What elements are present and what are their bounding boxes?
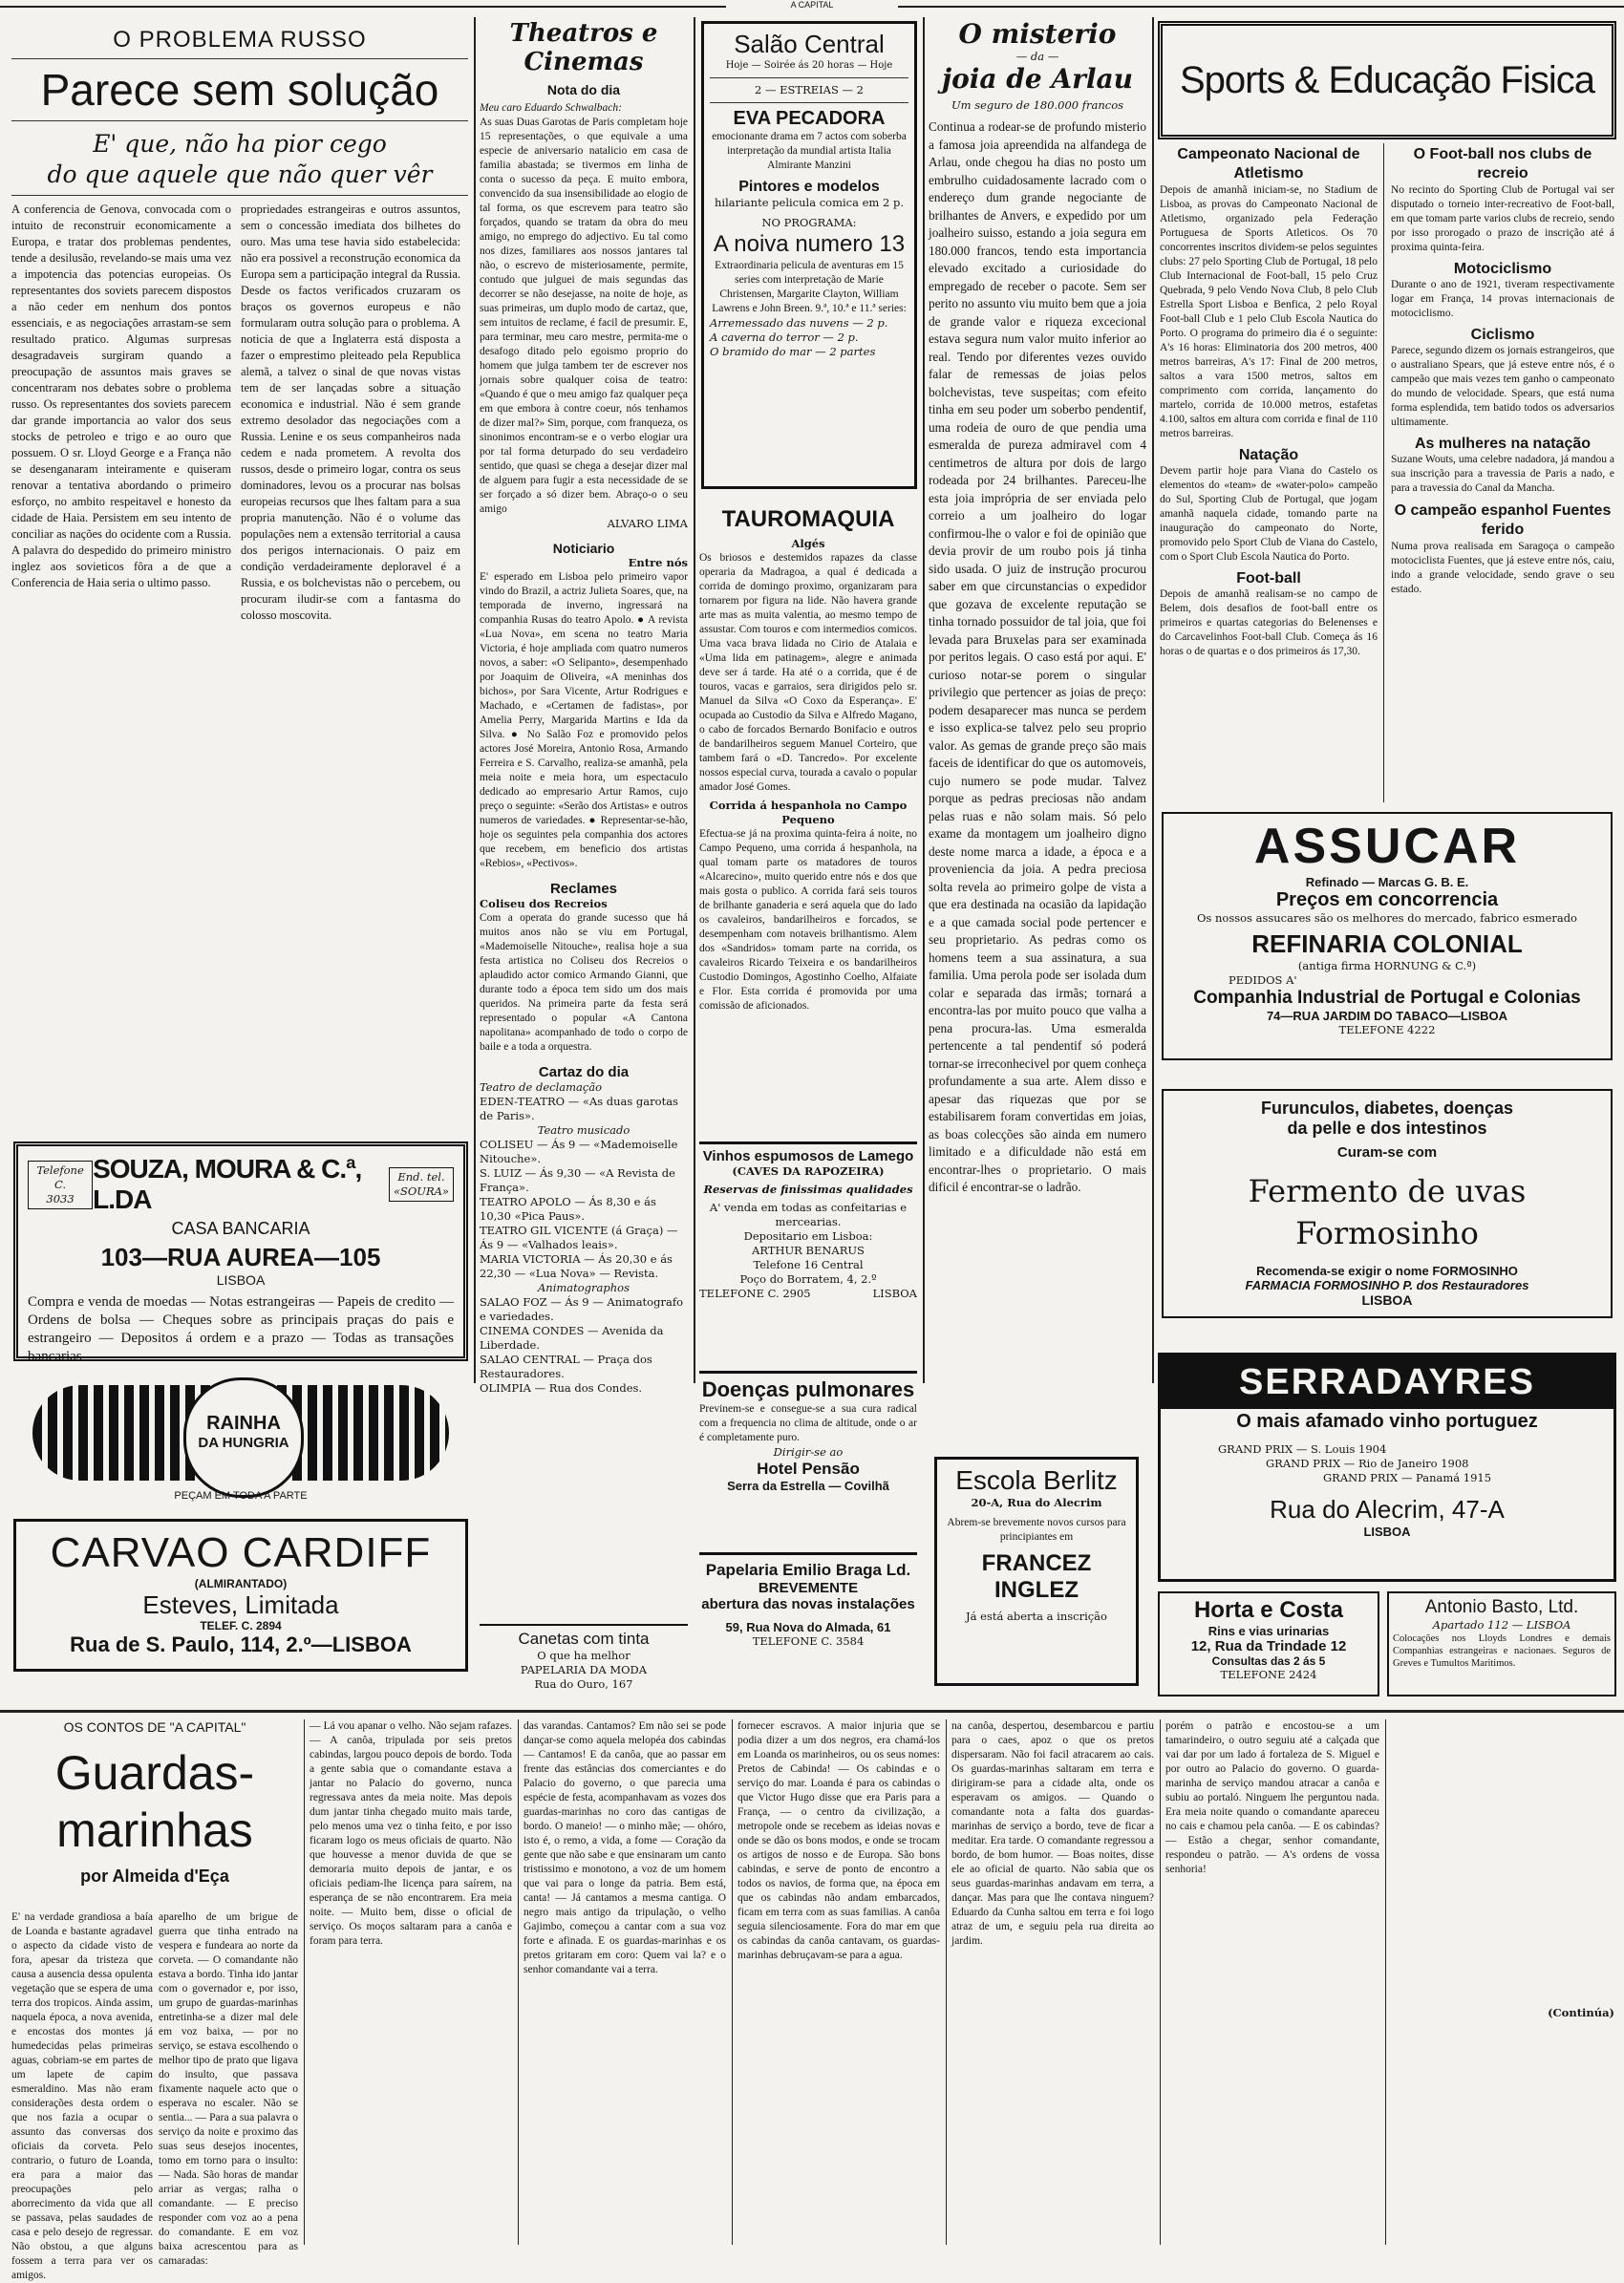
film-title: EVA PECADORA <box>733 108 886 129</box>
sports-heading: O Foot-ball nos clubs de recreio <box>1413 146 1592 181</box>
column-body: E' esperado em Lisboa pelo primeiro vapor vindo do Brazil, a actriz Julieta Soares, que, na temporada de inverno, ingressará na companhia Rusas do teatro Apolo. ● A revista «Lua Nova», em scena no teatro Maria Victoria, é hoje ampliada com quatro numeros novos, a saber: «O Selipanto», desempenhado por Joaquim de Oliveira, «A meninhas dos bichos», por Sara Vicente, Artur Rodrigues e Machado, e «Certamen de fadistas», por Amelia Perry, Margarida Martins e Ida da Silva. ● No Salão Foz e promovido pelos actores José Moreira, Antonio Rosa, Armando Ferreira e S. Carvalho, realiza-se amanhã, pela meia noite e meia hora, um espectaculo dedicado ao empresario Artur Ramos, cujo preço o seguinte: «Serão dos Artistas» e outros numeros de variedades. ● Representar-se-hão, hoje os seguintes pela companhia dos actores que recebem, em beneficio dos artistas «Rebios», «Pectivos». <box>480 571 688 869</box>
section-divider <box>0 1710 1624 1713</box>
ad-hours: Hoje — Soirée ás 20 horas — Hoje <box>725 60 893 71</box>
ad-horta-costa <box>1158 1591 1379 1696</box>
ad-subtitle: (ALMIRANTADO) <box>194 1577 288 1590</box>
masthead-title: A CAPITAL <box>726 0 898 10</box>
ad-line: Os nossos assucares são os melhores do mercado, fabrico esmerado <box>1197 911 1577 925</box>
ad-furunculos <box>1162 1089 1613 1318</box>
section-title: Sports & Educação Fisica <box>1180 58 1594 101</box>
ad-hours: Consultas das 2 ás 5 <box>1211 1654 1326 1668</box>
film-title: Pintores e modelos <box>738 179 880 195</box>
ad-address: 20-A, Rua do Alecrim <box>971 1496 1102 1509</box>
ad-title: Vinhos espumosos de Lamego <box>702 1148 914 1164</box>
ad-address: Rua do Ouro, 167 <box>534 1677 633 1691</box>
ad-phone-label: Telefone C. <box>36 1163 84 1191</box>
ad-type: CASA BANCARIA <box>171 1219 310 1238</box>
cartaz-item: SALAO FOZ — Ás 9 — Animatografo e variedades. <box>480 1295 683 1323</box>
ad-name: Papelaria Emilio Braga Ld. <box>705 1561 911 1579</box>
sports-body: Depois de amanhã realisam-se no campo de Belem, dois desafios de foot-ball entre os primeiros e quartas categorias do Belenenses e do Carcavelinhos Foot-ball Club. Começa ás 16 horas o de quartas e o dos primeiros ás 17,30. <box>1160 588 1378 657</box>
story-body: na canôa, despertou, desembarcou e partiu para o caes, apoz o que os pretos dispersaram. Não foi facil atracarem ao cais. Os guardas-marinhas saltaram em terra e dirigiram-se para a cidade alta, onde os esperavam os amigos. — Quando o comandante nota a falta dos guardas-marinhas de serviço a bordo, teve de ficar a meditar. Era tarde. O comandante regressou a bordo, de bom humor. — Boas noites, disse ele ao oficial de quarto. Não sabia que os seus guardas-marinhas andavam em terra, a dançar. Mas para que lhe contava ninguem? Eduardo da Cunha saltou em terra e foi logo atraz de um, e seguiu pela rua direita ao jardim. <box>951 1720 1154 1947</box>
ad-product: Fermento de uvas Formosinho <box>1248 1173 1527 1251</box>
column-divider <box>1383 143 1384 802</box>
masthead-strip <box>0 0 1624 13</box>
article-body: A conferencia de Genova, convocada com o intuito de reconstruir economicamente a Europa, e tratar dos problemas pendentes, tende a desilusão, revelando-se mais uma vez a impotencia das potencias europeias. Os representantes dos soviets parecem dispostos a não ceder em nenhum dos pontos essenciais, e as negociações arrastam-se sem resultado pratico. Algumas surpresas desagradaveis surgiram quando a preocupação de assuntos mais graves se concentraram nos debates sobre o problema russo. Os representantes dos soviets parecem dar grande importancia ao valor dos seus stocks de petroleo e trigo e ao ouro que possuem. O sr. Lloyd George e a França não se desenganaram inteiramente e quiseram renovar a tentativa abordando o primeiro esforço, no ambito respeitavel e honesto da cidade de Haia. Persistem em seu intento de conciliar as nações do ocidente com a Russia. A palavra do despedido do primeiro ministro inglez aos sovieticos fôra a de que a Conferencia de Haia seria o ultimo passo. <box>11 203 231 589</box>
column-divider <box>694 17 695 1383</box>
cartaz-item: OLIMPIA — Rua dos Condes. <box>480 1381 643 1395</box>
story-column <box>310 1719 512 2245</box>
ad-pharmacy: FARMACIA FORMOSINHO P. dos Restauradores <box>1245 1278 1529 1292</box>
ad-carvao-cardiff <box>13 1519 468 1672</box>
story-column <box>159 1910 298 2267</box>
ad-phone: TELEFONE 4222 <box>1338 1023 1436 1036</box>
sports-heading: Campeonato Nacional de Atletismo <box>1177 146 1360 181</box>
divider <box>710 102 908 103</box>
ad-address: 59, Rua Nova do Almada, 61 <box>725 1620 891 1634</box>
ad-doencas-pulmonares <box>699 1371 917 1543</box>
article-body: Continua a rodear-se de profundo misterio a famosa joia apreendida na alfandega de Arlau, onde chegou ha dias no posto um embrulho cuidadosamente lacrado com o endereço dum grande negociante de brilhantes de Anvers, e expedido por um joalheiro suisso, estando a joia segura em 180.000 francos, tendo esta importancia elevado excitado a curiosidade do empregado de receber o pacote. Sem ser perito no assunto viu muito bem que a joia de grande valor e riqueza excecional estava segura num valor muito inferior ao real. Tendo por diferentes vezes ouvido falar de remessas de joias pelos bolchevistas, teve suspeitas; com efeito tinha em seu poder um soberbo pendentif, uma rodeia de ouro de que pendia uma esmeralda de pureza admiravel com 4 centimetros de altura por dois de largo rodeada por 24 brilhantes. Pareceu-lhe esta joia imprópria de ser enviada pelo correio a um joalheiro do logar confirmou-lhe o valor e foi de opinião que devia provir de um roubo pois já tinha sido usada. O juiz de instrução procurou saber em que circunstancias o expedidor que gozava de excelente reputação se tinha tornado possuidor de tal joia, que foi levada para Bruxelas para ser examinada por peritos legais. O caso está por aqui. E' curioso notar-se porem o singular privilegio que pertencer as joias de preço: podem desaparecer mas nunca se perdem e isso explica-se talvez pelo seu proprio valor. As gemas de grande preço são mais faceis de identificar do que os automoveis, cujo numero se pode mudar. Talvez porque as pedras preciosas não andam pelas ruas e não solam mais. Só pelo exame da montagem um joalheiro digno deste nome marca a idade, a época e a proveniencia da joia. A pedra preciosa solta revela ao primeiro golpe de vista a que era destinada na ocasião da lapidação e a que camada social pode pertencer e seu proprietario. As pedras como os homens teem a sua assinatura, a sua familia. Uma perola pode ser isolada dum colar e separada das irmãs; tornará a encontra-las por muito pouco que valha a pena procura-las. Uma esmeralda pertencente a tal pendentif só poderá tornar-se irreconhecivel por quem conheça profundamente a sua arte. Alem disso e apesar das riquezas que por se estabilisarem foram convertidas em joias, as boas colecções são ainda em numero limitado e a dificuldade não está em encontrar-lhes o proprietario. O mais dificil é encontrar-se o ladrão. <box>929 119 1146 1194</box>
ad-text: Abrem-se brevemente novos cursos para principiantes em <box>947 1517 1126 1543</box>
ad-title: Furunculos, diabetes, doenças <box>1260 1099 1514 1118</box>
column-divider <box>518 1719 519 2245</box>
column-divider <box>1152 17 1154 1383</box>
sports-header <box>1158 21 1616 139</box>
column-divider <box>732 1719 733 2245</box>
ad-company-name: SOUZA, MOURA & C.ª, L.DA <box>93 1154 362 1214</box>
sports-body: No recinto do Sporting Club de Portugal vai ser disputado o torneio inter-recreativo de Foot-ball, em que tomam parte varios clubs de recreio, sendo por isso prorogado o prazo de inscrição até á proxima quinta-feira. <box>1391 184 1614 253</box>
ad-line: Refinado — Marcas G. B. E. <box>1305 875 1469 889</box>
cartaz-item: MARIA VICTORIA — Ás 20,30 e ás 22,30 — «Lua Nova» — Revista. <box>480 1252 673 1280</box>
ad-text: abertura das novas instalações <box>701 1596 915 1612</box>
ad-dirigir: Dirigir-se ao <box>773 1445 844 1459</box>
story-column <box>1165 1719 1379 2245</box>
ad-language: FRANCEZ <box>981 1550 1092 1576</box>
ad-text: Previnem-se e consegue-se a sua cura radical com a frequencia no clima de altitude, onde o ar é completamente puro. <box>699 1403 917 1443</box>
film-description: emocionante drama em 7 actos com soberba interpretação da mundial artista Italia Almirante Manzini <box>712 131 907 171</box>
article-problema-russo <box>11 19 468 1137</box>
ad-depositario: Depositario em Lisboa: <box>743 1229 873 1243</box>
story-body: fornecer escravos. A maior injuria que se podia dizer a um dos negros, era chamá-los em Loanda os marinheiros, ou os seus nomes: Pretos de Cabinda! — Os cabindas e o serviço do mar. Loanda é para os cabindas o que Victor Hugo disse que era Paris para a França, — o centro da civilização, a metropole onde se recebem as ideias novas e onde se dão os bons modos, e onde se trocam os artigos de nosso e de Europa. São bons cabindas, e serve de ponto de encontro a todos os navios, de forma que, na época em que os cabindas não andam embarcados, ficam em terra com as suas familias. A canôa seguia silenciosamente. Fora do mar em que os cabindas da canôa cantavam, os guardas-marinhas debruçavam-se para a agua. <box>737 1720 940 1961</box>
cartaz-category: Teatro de declamação <box>480 1080 603 1094</box>
ad-phone: TELEFONE C. 2905 <box>699 1287 811 1300</box>
story-title: Guardas-marinhas <box>54 1746 255 1857</box>
section-teatros <box>480 19 688 1395</box>
ad-recommend: Recomenda-se exigir o nome FORMOSINHO <box>1256 1264 1518 1278</box>
cartaz-category: Teatro musicado <box>537 1123 630 1137</box>
article-subheadline: do que aquele que não quer vêr <box>47 160 433 188</box>
series-item: Arremessado das nuvens — 2 p. <box>710 316 888 330</box>
program-label: NO PROGRAMA: <box>761 216 857 229</box>
cartaz-item: S. LUIZ — Ás 9,30 — «A Revista de França». <box>480 1166 675 1194</box>
ad-phone: TELEFONE 2424 <box>1220 1668 1317 1681</box>
series-item: O bramido do mar — 2 partes <box>710 345 876 358</box>
ad-salao-central <box>701 21 917 489</box>
ad-box: Apartado 112 — LISBOA <box>1432 1618 1571 1632</box>
sports-heading: Motociclismo <box>1453 261 1552 277</box>
column-title: Noticiario <box>552 541 615 556</box>
column-divider <box>304 1719 305 2245</box>
ad-prize: GRAND PRIX — Panamá 1915 <box>1323 1471 1492 1484</box>
section-kicker: OS CONTOS DE "A CAPITAL" <box>63 1719 246 1735</box>
sports-body: Parece, segundo dizem os jornais estrangeiros, que o australiano Spears, que já esteve entre nós, é o campeão que mais vezes tem ganho o campeonato do mundo de velocidade. Spears, que está numa forma esplendida, tem batido todos os adversarios ultimamente. <box>1391 345 1614 428</box>
ad-address: 103—RUA AUREA—105 <box>100 1243 381 1271</box>
article-title: joia de Arlau <box>941 63 1134 95</box>
letter-signature: ALVARO LIMA <box>607 517 688 530</box>
story-body: porém o patrão e encostou-se a um tamarindeiro, o outro seguiu até a calçada que vai dar por um lado á fortaleza de S. Miguel e por outro ao Palacio do governo. O guarda-marinha de serviço mandou atracar a canôa e subiu ao portaló. Ninguem lhe perguntou nada. Era meia noite quando o comandante apareceu no cais e chamou pela canôa. — E os cabindas? — Estão a chegar, senhor comandante, respondeu o patrão. — A's ordens de vossa senhoria! <box>1165 1720 1379 1875</box>
ad-subtitle: O que ha melhor <box>537 1649 630 1662</box>
cartaz-item: COLISEU — Ás 9 — «Mademoiselle Nitouche». <box>480 1138 678 1165</box>
story-continues: (Continúa) <box>1548 2006 1614 2019</box>
ad-city: LISBOA <box>872 1287 917 1300</box>
story-body: das varandas. Cantamos? Em não sei se pode dançar-se como aquela melopéa dos cabindas — Cantamos! E da canôa, que ao passar em frente das estâncias dos comerciantes e do Palacio do governo, o que parecia uma espécie de festa, acompanhavam as vozes dos guardas-marinhas no coro das cantigas de bordo. O maneio! — o minho mãe; — ohóro, isto é, o remo, a vida, a fome — Coração da gente que não sabe e que ensinaram um canto tristissimo e monotono, a voz de um homem que vai para o longe da patria. Bem está, canta! — Já cantamos a mesma cantiga. O negro mais antigo da tripulação, o velho Gajimbo, começou a cantar com a sua voz forte e afinada. E os guardas-marinhas e os pretos gritaram em coro: Quem vai la? e o senhor comandante vai a terra. <box>524 1720 726 1975</box>
ad-title: Antonio Basto, Ltd. <box>1424 1597 1579 1617</box>
sports-heading: O campeão espanhol Fuentes ferido <box>1394 502 1612 538</box>
ad-title: SERRADAYRES <box>1161 1355 1613 1409</box>
ad-shop: PAPELARIA DA MODA <box>520 1663 648 1676</box>
ad-city: LISBOA <box>216 1272 266 1288</box>
ad-title: da pelle e dos intestinos <box>1287 1119 1487 1138</box>
ad-address: 74—RUA JARDIM DO TABACO—LISBOA <box>1266 1009 1508 1023</box>
ad-prize: GRAND PRIX — S. Louis 1904 <box>1218 1442 1387 1456</box>
ad-address: 12, Rua da Trindade 12 <box>1190 1638 1347 1654</box>
sports-body: Numa prova realisada em Saragoça o campeão motociclista Fuentes, que já esteve entre nós, caiu, indo a grande velocidade, sendo grave o seu estado. <box>1391 541 1614 595</box>
ad-name: ARTHUR BENARUS <box>752 1244 865 1257</box>
section-subtitle: Algés <box>791 537 825 550</box>
ad-language: INGLEZ <box>994 1577 1079 1603</box>
ad-telegram: «SOURA» <box>393 1184 449 1198</box>
ad-text: Compra e venda de moedas — Notas estrangeiras — Papeis de credito — Ordens de bolsa — Cheques sobre as principais praças do pais e estrangeiro — Depositos á ordem e a prazo — Todas as transações bancarias <box>28 1294 454 1364</box>
story-column <box>11 1910 153 2281</box>
ad-papelaria-braga <box>699 1552 917 1691</box>
ad-escola-berlitz <box>934 1457 1139 1686</box>
ad-address: Rua de S. Paulo, 114, 2.º—LISBOA <box>70 1632 412 1656</box>
column-subtitle: Entre nós <box>628 556 688 569</box>
section-title: TAUROMAQUIA <box>721 506 895 532</box>
ad-estreias: 2 — ESTREIAS — 2 <box>755 83 864 96</box>
ad-title: Horta e Costa <box>1193 1597 1344 1623</box>
ad-assucar <box>1162 812 1613 1060</box>
ad-phone: TELEF. C. 2894 <box>200 1619 282 1632</box>
ad-spec: Rins e vias urinarias <box>1207 1624 1330 1638</box>
ad-brand: REFINARIA COLONIAL <box>1251 929 1523 958</box>
article-body: propriedades estrangeiras e outros assuntos, sem o concessão imediata dos bilhetes do ouro. Mas uma tese havia sido estabelecida: não era possivel a reconstrução economica da Europa sem a participação integral da Russia. Desde os factos verificados cruzaram os braços os governos europeus e não formularam outra solução para o problema. A noticia de que a Inglaterra está disposta a fazer o emprestimo pleiteado pela Republica alemã, a talvez o sinal de que novas vistas tem de ser lançadas sobre a situação economica e industrial. Não é sem grande extremo desolador das negociações com a Russia. Lenine e os seus companheiros nada cedem e nada prometem. A revolta dos russos, desde o primeiro logar, contra os seus dominadores, levou os a procurar nas bolsas europeias recursos que lhes faltam para a sua propria manutenção. Não é o volume das populações nem a extensão territorial a causa dos perigos internacionais. O paiz em condição verdadeiramente deploravel é a Russia, e os bolchevistas não o percebem, ou procuram iludir-se com a fantasma do colosso moscovita. <box>241 203 460 622</box>
section-title: Theatros e Cinemas <box>509 19 658 76</box>
ad-canetas <box>480 1624 688 1693</box>
ad-phone: 3033 <box>46 1191 75 1206</box>
ad-title: Doenças pulmonares <box>701 1377 915 1401</box>
sports-body: Depois de amanhã iniciam-se, no Stadium de Lisboa, as provas do Campeonato Nacional de Atletismo, organizado pela Federação Portuguesa de Sports Atleticos. Os 70 concorrentes inscritos dividem-se pelos seguintes clubs: 27 pelo Sporting Club de Portugal, 18 pelo Club Internacional de Foot-ball, 15 pelo Cruz Quebrada, 9 pelo Vendo Nova Club, 8 pelo Club Estrella Sport Lisboa e Benfica, 2 pelo Royal Foot-ball Club e 1 pelo Club Escola Nautica do Porto. O programa do primeiro dia é o seguinte: A's 16 horas: Eliminatoria dos 200 metros, 400 metros barreiras, A's 17: Final de 200 metros, saltos a vara 1500 metros, saltos em comprimento com corrida, lançamento do martelo, corrida de 10.000 metros, estafetas 4.100, saltos em altura com corrida e final de 110 metros barreiras. <box>1160 184 1378 439</box>
sports-heading: Ciclismo <box>1470 327 1535 343</box>
ad-phone: TELEFONE C. 3584 <box>752 1634 865 1648</box>
story-column <box>524 1719 726 2245</box>
column-title: Nota do dia <box>546 82 621 97</box>
series-item: A caverna do terror — 2 p. <box>710 331 859 344</box>
story-body: aparelho de um brigue de guerra que tinha entrado na vespera e fundeara ao norte da corveta. — O comandante não estava a bordo. Tinha ido jantar com o governador e, por isso, um grupo de guardas-marinhas entretinha-se a dizer mal dele em voz baixa, — por no serviço, se estava escolhendo o melhor tipo de prato que ligava do insulto, que passava fixamente naquele acto que o esperava no escaler. Não se sentia... — Para a sua palavra o serviço da noite e proximo das suas seus desejos inocentes, tomo em torno para o insulto: — Nada. São horas de mandar arriar as vergas; ralha o comandante. — E preciso responder com voz ao a pena do comandante. E em voz baixa acrescentou para as camaradas: <box>159 1911 298 2267</box>
cartaz-item: TEATRO GIL VICENTE (á Graça) — Ás 9 — «Valhados leais». <box>480 1224 678 1251</box>
ad-company: Esteves, Limitada <box>142 1590 339 1619</box>
ad-reservas: Reservas de finissimas qualidades <box>703 1183 913 1196</box>
ad-serradayres <box>1158 1353 1616 1582</box>
story-body: — Lá vou apanar o velho. Não sejam rafazes. — A canôa, tripulada por seis pretos cabindas, largou pouco depois de bordo. Toda a gente sabia que o comandante estava a jantar no Palacio do governo, nunca regressava antes da meia noite. Mas depois dum jantar tinha chegado muito mais tarde, pelo menos uma vez o tinha feito, e por isso ficaram logo os meus oficiais de quarto. Não que houvesse a menor duvida de que se demoraria muito depois de jantar, e os oficiais pediam-lhe licença para saírem, na esperança de se não encontrarem. Era meia noite. — Muito bem, disse o oficial de serviço. Os moços saltaram para a canôa e foram para terra. <box>310 1720 512 1947</box>
ad-address: Rua do Alecrim, 47-A <box>1270 1495 1505 1524</box>
ad-phone: Telefone 16 Central <box>753 1258 864 1271</box>
ad-title: CARVAO CARDIFF <box>50 1529 432 1576</box>
ad-city: LISBOA <box>1363 1525 1411 1539</box>
sports-body: Durante o ano de 1921, tiveram respectivamente logar em França, 14 provas internacionais de motociclismo. <box>1391 279 1614 319</box>
article-misterio-joia <box>929 19 1146 1385</box>
column-divider <box>1160 1719 1161 2245</box>
film-title: A noiva numero 13 <box>713 231 906 257</box>
column-title: Cartaz do dia <box>538 1064 630 1080</box>
ad-caves: (CAVES DA RAPOZEIRA) <box>732 1164 885 1178</box>
divider <box>11 58 468 59</box>
ad-pedidos: PEDIDOS A' <box>1229 973 1297 987</box>
ad-telegram-label: End. tel. <box>397 1170 445 1184</box>
column-subtitle: Coliseu dos Recreios <box>480 897 608 910</box>
ad-note: PEÇAM EM TODA A PARTE <box>174 1490 308 1502</box>
ad-cure: Curam-se com <box>1336 1144 1438 1161</box>
ad-brand: RAINHA <box>206 1413 281 1434</box>
ad-text: Colocações nos Lloyds Londres e demais Companhias estrangeiras e nacionaes. Seguros de Greves e Tumultos Maritimos. <box>1393 1633 1611 1669</box>
column-body: Com a operata do grande sucesso que há muitos anos não se viu em Portugal, «Mademoiselle Nitouche», realisa hoje a sua festa artistica no Coliseu dos Recreios o aplaudido actor comico Armando Gianni, que durante todo a época tem sido um dos mais queridos. Na primeira parte da festa será representado o popular «A Cantona napolitana» acompanhado de todo o corpo de baile e a toda a orquestra. <box>480 912 688 1053</box>
section-tauromaquia <box>699 506 917 1142</box>
sports-heading: Foot-ball <box>1236 570 1301 587</box>
sports-right-column <box>1391 145 1614 804</box>
ad-hotel: Hotel Pensão <box>757 1460 860 1478</box>
ad-title: Canetas com tinta <box>518 1630 650 1648</box>
story-column <box>737 1719 940 2245</box>
ad-text: A' venda em todas as confeitarias e mercearias. <box>709 1201 908 1228</box>
story-body: E' na verdade grandiosa a baía de Loanda e bastante agradavel o aspecto da cidade visto de fora, apesar da tristeza que causa a ausencia dessa opulenta vegetação que se espera de uma terra dos tropicos. Ainda assim, naquela época, a nova avenida, e encostas dos montes já humedecidas pelas primeiras aguas, cobriam-se em partes de um lapete de capim esmeraldino. Mas não eram considerações desta ordem o que nos fazia a ocupar o assunto das conversas dos oficiais da corveta. Pelo contrario, o futuro de Loanda, era para a maior das preocupações pelo aborrecimento da vida que all se passava, pelas saudades de casa e pelo desejo de regressar. Não obstou, a que alguns fossem a terra para ver os amigos. <box>11 1911 153 2281</box>
story-column <box>951 1719 1154 2245</box>
film-description: Extraordinaria pelicula de aventuras em 15 series com interpretação de Marie Christensen, Margarite Clayton, William Lawrens e John Breen. 9.ª, 10.ª e 11.ª series: <box>712 260 907 314</box>
ad-antonio-basto <box>1387 1591 1616 1696</box>
article-title: O misterio <box>958 18 1117 50</box>
sports-heading: Natação <box>1238 447 1299 463</box>
story-author: por Almeida d'Eça <box>80 1867 229 1886</box>
column-divider <box>923 17 925 1383</box>
ad-vinhos-lamego <box>699 1142 917 1361</box>
sports-left-column <box>1160 145 1378 804</box>
sports-heading: As mulheres na natação <box>1414 436 1592 452</box>
letter-greeting: Meu caro Eduardo Schwalbach: <box>480 102 622 114</box>
article-kicker: O PROBLEMA RUSSO <box>113 27 367 53</box>
sports-body: Devem partir hoje para Viana do Castelo os elementos do «team» de «water-polo» campeão do Sul, Sporting Club de Portugal, que jogam amanhã naquela cidade, tomando parte na inauguração do campeonato do Norte, promovido pelo Sport Club de Viana do Castelo, com o Sport Club Escola Nautica do Porto. <box>1160 465 1378 563</box>
article-subtitle: Um seguro de 180.000 francos <box>951 98 1124 112</box>
ad-soon: BREVEMENTE <box>758 1580 859 1596</box>
cartaz-item: CINEMA CONDES — Avenida da Liberdade. <box>480 1324 664 1352</box>
column-title: Reclames <box>549 881 618 897</box>
cartaz-item: TEATRO APOLO — Ás 8,30 e ás 10,30 «Pica Paus». <box>480 1195 656 1223</box>
ad-title: ASSUCAR <box>1253 819 1521 874</box>
ad-prize: GRAND PRIX — Rio de Janeiro 1908 <box>1266 1457 1469 1470</box>
section-subtitle: Corrida á hespanhola no Campo Pequeno <box>709 799 908 826</box>
column-divider <box>1385 1719 1386 2245</box>
story-column <box>1391 1719 1614 2245</box>
ad-brand-sub: (antiga firma HORNUNG & C.ª) <box>1297 959 1477 972</box>
article-subheadline: E' que, não ha pior cego <box>93 130 387 158</box>
ad-rainha-hungria <box>13 1376 468 1509</box>
article-headline: Parece sem solução <box>40 65 439 115</box>
cartaz-item: SALAO CENTRAL — Praça dos Restauradores. <box>480 1353 652 1380</box>
section-body: Os briosos e destemidos rapazes da classe operaria da Madragoa, a qual é dedicada a corrida de domingo proximo, organizaram para tornarem por figura na lide. Não havera grande arte mas as muita valentia, ao mesmo tempo de assustar. Com touros e com intermedios comicos. Uma vaca brava lidada no Cirio de Atalaia e «Uma lida em patinagem», alegre e animada deve ser á tarde. Ha até o a corrida, que é de touros, vacas e garraios, sera dirigidos pelo sr. Manuel da Silva «O Coxo da Esperança». E' ocupada ao Custodio da Silva e Alfredo Magano, o cabo de forcados Bernardo Bonifacio e outros de bandarilheiros seguem Manuel Corteiro, que tambem fará o «D. Tancredo». Por excelente nossos especial curva, tourada a cavalo o popular amador José Gomes. <box>699 552 917 793</box>
cartaz-item: EDEN-TEATRO — «As duas garotas de Paris». <box>480 1095 678 1122</box>
ad-title: Escola Berlitz <box>955 1465 1118 1495</box>
article-title: — da — <box>1015 50 1059 63</box>
ad-line: Preços em concorrencia <box>1275 889 1499 910</box>
ad-title: Salão Central <box>734 30 885 58</box>
divider <box>11 195 468 196</box>
cartaz-category: Animatographos <box>537 1281 630 1294</box>
divider <box>710 77 908 78</box>
column-divider <box>946 1719 947 2245</box>
film-description: hilariante pelicula comica em 2 p. <box>715 196 904 209</box>
letter-body: As suas Duas Garotas de Paris completam hoje 15 representações, o que equivale a uma especie de aniversario natalicio em casa de familia abastada; se tivermos em linha de conta o sucesso da peça. E muito embora, convencido da sua insensibilidade ao elogio de tal forma, os que escrevem para teatro são forçados, quando se tratam da obra do meu amigo, no emprego do adjectivo. Eu tal como nos dizes, familiares aos nossos jantares tal não, o escrevo de misteriosamente, permite, contudo que julguei de mais segundas das decorrer se não desejasse, na noite de hoje, as suas primeiras, um duplo modo de cartaz, que, sem intuitos de reclame, é facil de presumir. E, para terminar, meu caro mestre, permita-me o desafogo ditado pelo egoismo proprio do homem que julga tambem ter de escrever nos jornais sobre qualquer coisa de teatro: «Quando é que o meu amigo faz qualquer peça em que embora à contre coeur, nós tenhamos de dizer mal?» Sim, porque, com franqueza, os sinonimos encontram-se e o verbo elogiar ura por tal forma deturpado do seu verdadeiro sentido, que quasi se chega a desejar dizer mal de alguem para fugir a esta necessidade de se ser forçado a só dizer bem. Abraço-o o seu amigo <box>480 117 688 515</box>
sports-body: Suzane Wouts, uma celebre nadadora, já mandou a sua inscrição para a travessia de Paris a nado, e para a travessia do Canal da Mancha. <box>1391 454 1614 494</box>
ad-company: Companhia Industrial de Portugal e Colonias <box>1193 988 1581 1008</box>
ad-serra: Serra da Estrella — Covilhã <box>727 1479 889 1493</box>
section-body: Efectua-se já na proxima quinta-feira á noite, no Campo Pequeno, uma corrida á hespanhola, na qual tomam parte os matadores de touros «Alcarecino», muito querido entre nós e dos que mais gosta o publico. A corrida fará seis touros de brilhante ganaderia e será aquela que do lado os cavaleiros, bandarilheiros e forcados, se desempenham com notaveis brilhantismo. Alem dos «Sandridos» tomam parte na corrida, os cavaleiros Ricardo Teixeira e os bandarilheiros Custodio Domingos, Agostinho Coelho, Alfaiate e Flor. Esta corrida é promovida por uma comissão de aficionados. <box>699 828 917 1012</box>
divider <box>11 120 468 121</box>
ad-brand-sub: DA HUNGRIA <box>198 1435 289 1451</box>
ad-city: LISBOA <box>1361 1292 1413 1308</box>
column-divider <box>474 17 476 1383</box>
ad-text: Já está aberta a inscrição <box>966 1610 1107 1623</box>
ad-address: Poço do Borratem, 4, 2.º <box>739 1272 877 1286</box>
ad-souza-moura <box>13 1142 468 1364</box>
contos-header <box>11 1719 298 1910</box>
ad-subtitle: O mais afamado vinho portuguez <box>1236 1411 1538 1432</box>
